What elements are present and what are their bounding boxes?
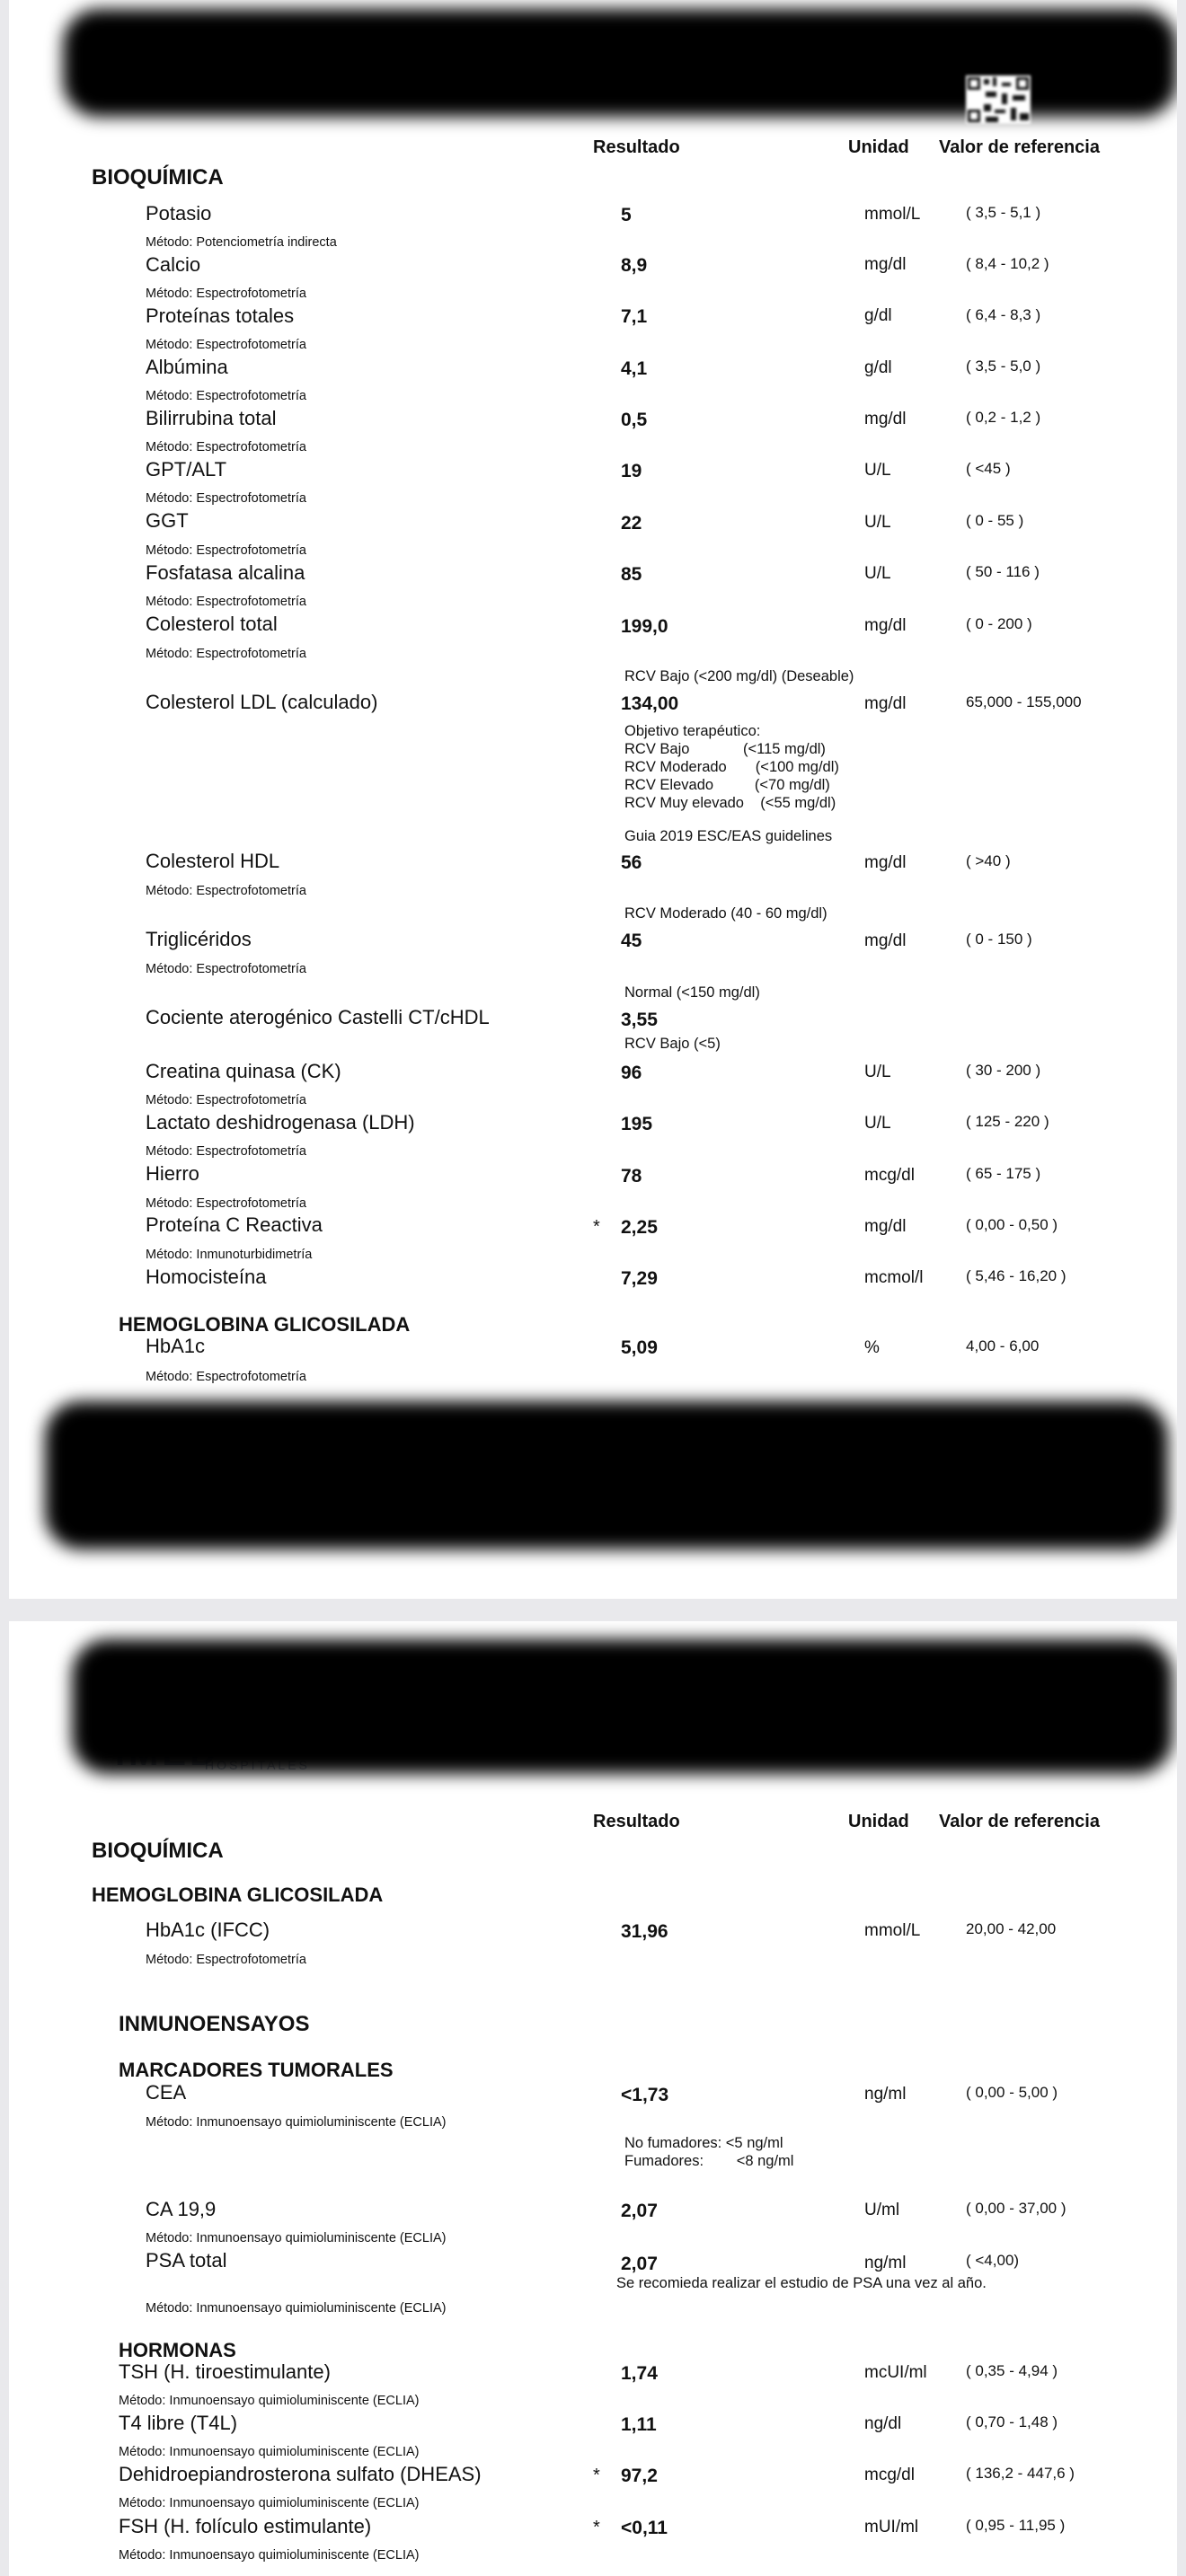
test-unit: U/L bbox=[864, 1063, 891, 1081]
test-method: Método: Inmunoensayo quimioluminiscente (ECLIA) bbox=[146, 2301, 447, 2316]
section-title-bioquimica: BIOQUÍMICA bbox=[92, 165, 224, 190]
section-title-hba1c: HEMOGLOBINA GLICOSILADA bbox=[119, 1313, 411, 1336]
test-reference: ( 136,2 - 447,6 ) bbox=[966, 2465, 1075, 2482]
test-reference: ( 3,5 - 5,0 ) bbox=[966, 357, 1041, 375]
test-result: 22 bbox=[621, 513, 642, 534]
test-name: TSH (H. tiroestimulante) bbox=[119, 2360, 331, 2383]
test-name: FSH (H. folículo estimulante) bbox=[119, 2515, 372, 2537]
test-unit: mmol/L bbox=[864, 205, 921, 224]
test-result: 134,00 bbox=[621, 693, 679, 714]
test-reference: ( 65 - 175 ) bbox=[966, 1165, 1041, 1182]
test-name: CEA bbox=[146, 2081, 187, 2104]
test-result: 31,96 bbox=[621, 1921, 668, 1942]
test-method: Método: Espectrofotometría bbox=[146, 595, 306, 609]
test-method: Método: Inmunoensayo quimioluminiscente (ECLIA) bbox=[146, 2115, 447, 2130]
test-method: Método: Espectrofotometría bbox=[146, 1144, 306, 1159]
test-result: 0,5 bbox=[621, 410, 648, 430]
col-header-unit: Unidad bbox=[848, 137, 909, 157]
test-result: 5 bbox=[621, 205, 632, 225]
test-reference: ( <45 ) bbox=[966, 460, 1011, 477]
test-unit: mUI/ml bbox=[864, 2518, 919, 2536]
report-page-1 bbox=[9, 0, 1177, 1599]
test-result: 8,9 bbox=[621, 255, 648, 276]
test-result: 3,55 bbox=[621, 1010, 658, 1030]
ldl-therapeutic-targets: Objetivo terapéutico: RCV Bajo (<115 mg/dl) RCV Moderado (<100 mg/dl) RCV Elevado (<70 mg/dl) RCV Muy elevado (<55 mg/dl) bbox=[624, 723, 839, 811]
test-reference: ( 0 - 150 ) bbox=[966, 931, 1032, 948]
test-name: Colesterol total bbox=[146, 613, 278, 635]
test-method: Método: Inmunoensayo quimioluminiscente (ECLIA) bbox=[119, 2496, 420, 2510]
test-result: 7,29 bbox=[621, 1268, 658, 1289]
test-unit: U/L bbox=[864, 564, 891, 583]
test-reference: ( 0,00 - 0,50 ) bbox=[966, 1216, 1058, 1233]
test-name: HbA1c (IFCC) bbox=[146, 1919, 270, 1941]
test-name: Triglicéridos bbox=[146, 928, 252, 950]
col-header-result: Resultado bbox=[593, 137, 680, 157]
test-result: 2,07 bbox=[621, 2254, 658, 2274]
test-unit: mg/dl bbox=[864, 931, 907, 950]
test-reference: ( 6,4 - 8,3 ) bbox=[966, 306, 1041, 323]
test-unit: mcmol/l bbox=[864, 1268, 924, 1287]
test-unit: ng/ml bbox=[864, 2085, 907, 2104]
test-result: 19 bbox=[621, 461, 642, 481]
test-result: <1,73 bbox=[621, 2085, 669, 2105]
test-name: Creatina quinasa (CK) bbox=[146, 1060, 341, 1082]
test-name: Calcio bbox=[146, 253, 201, 276]
test-method: Método: Espectrofotometría bbox=[146, 287, 306, 301]
test-method: Método: Espectrofotometría bbox=[146, 440, 306, 454]
test-method: Método: Espectrofotometría bbox=[146, 1093, 306, 1107]
col-header-unit: Unidad bbox=[848, 1812, 909, 1831]
report-page-2 bbox=[9, 1621, 1177, 2576]
test-reference: ( <4,00) bbox=[966, 2252, 1020, 2269]
test-method: Método: Espectrofotometría bbox=[146, 1196, 306, 1211]
test-result: 7,1 bbox=[621, 306, 648, 327]
test-unit: mmol/L bbox=[864, 1921, 921, 1940]
test-unit: U/L bbox=[864, 1114, 891, 1133]
psa-note: Se recomieda realizar el estudio de PSA una vez al año. bbox=[616, 2275, 987, 2291]
castelli-note: RCV Bajo (<5) bbox=[624, 1036, 721, 1052]
footer-redaction bbox=[45, 1401, 1168, 1549]
test-result: 45 bbox=[621, 931, 642, 951]
cea-note: No fumadores: <5 ng/ml Fumadores: <8 ng/ml bbox=[624, 2135, 794, 2169]
test-result: 78 bbox=[621, 1166, 642, 1187]
test-method: Método: Espectrofotometría bbox=[146, 647, 306, 661]
test-method: Método: Inmunoturbidimetría bbox=[146, 1248, 313, 1262]
test-unit: mcUI/ml bbox=[864, 2363, 927, 2382]
test-result: 4,1 bbox=[621, 358, 648, 379]
ldl-note-desirable: RCV Bajo (<200 mg/dl) (Deseable) bbox=[624, 668, 854, 684]
test-reference: ( 0,95 - 11,95 ) bbox=[966, 2517, 1066, 2534]
test-result: 1,74 bbox=[621, 2363, 658, 2384]
test-result: 56 bbox=[621, 852, 642, 873]
test-reference: ( 0,2 - 1,2 ) bbox=[966, 409, 1041, 426]
col-header-result: Resultado bbox=[593, 1812, 680, 1831]
test-unit: mcg/dl bbox=[864, 2466, 915, 2484]
test-method: Método: Espectrofotometría bbox=[146, 543, 306, 558]
test-result: <0,11 bbox=[621, 2518, 668, 2538]
test-reference: ( 125 - 220 ) bbox=[966, 1113, 1049, 1130]
test-reference: ( 5,46 - 16,20 ) bbox=[966, 1267, 1067, 1284]
col-header-reference: Valor de referencia bbox=[939, 1812, 1100, 1831]
test-unit: g/dl bbox=[864, 306, 892, 325]
test-name: PSA total bbox=[146, 2249, 227, 2272]
test-unit: mg/dl bbox=[864, 1217, 907, 1236]
test-unit: mg/dl bbox=[864, 616, 907, 635]
test-name: HbA1c bbox=[146, 1335, 206, 1357]
test-method: Método: Espectrofotometría bbox=[146, 338, 306, 352]
test-unit: mcg/dl bbox=[864, 1166, 915, 1185]
test-result: 195 bbox=[621, 1114, 653, 1134]
section-title-marcadores: MARCADORES TUMORALES bbox=[119, 2059, 394, 2081]
test-reference: 4,00 - 6,00 bbox=[966, 1337, 1040, 1354]
test-unit: ng/ml bbox=[864, 2254, 907, 2272]
test-reference: 20,00 - 42,00 bbox=[966, 1920, 1057, 1937]
test-method: Método: Espectrofotometría bbox=[146, 884, 306, 898]
abnormal-flag: * bbox=[593, 1217, 600, 1237]
test-reference: ( 50 - 116 ) bbox=[966, 563, 1040, 580]
header-redaction bbox=[72, 1639, 1173, 1774]
test-reference: ( >40 ) bbox=[966, 852, 1011, 869]
test-reference: ( 30 - 200 ) bbox=[966, 1062, 1041, 1079]
test-reference: ( 8,4 - 10,2 ) bbox=[966, 255, 1049, 272]
col-header-reference: Valor de referencia bbox=[939, 137, 1100, 157]
test-name: Colesterol LDL (calculado) bbox=[146, 691, 378, 713]
test-name: CA 19,9 bbox=[146, 2198, 217, 2220]
section-title-inmunoensayos: INMUNOENSAYOS bbox=[119, 2012, 310, 2036]
test-result: 2,25 bbox=[621, 1217, 658, 1238]
test-result: 85 bbox=[621, 564, 642, 585]
qr-code bbox=[966, 75, 1031, 128]
test-reference: 65,000 - 155,000 bbox=[966, 693, 1082, 710]
ldl-guideline: Guia 2019 ESC/EAS guidelines bbox=[624, 828, 833, 844]
test-unit: mg/dl bbox=[864, 853, 907, 872]
test-unit: U/L bbox=[864, 461, 891, 480]
test-name: Homocisteína bbox=[146, 1266, 267, 1288]
test-name: GPT/ALT bbox=[146, 458, 227, 481]
test-name: GGT bbox=[146, 509, 189, 532]
test-result: 2,07 bbox=[621, 2201, 658, 2221]
test-reference: ( 0 - 200 ) bbox=[966, 615, 1032, 632]
test-result: 199,0 bbox=[621, 616, 668, 637]
test-result: 5,09 bbox=[621, 1337, 658, 1358]
section-title-hba1c: HEMOGLOBINA GLICOSILADA bbox=[92, 1883, 384, 1906]
test-unit: U/L bbox=[864, 513, 891, 532]
test-result: 96 bbox=[621, 1063, 642, 1083]
test-unit: U/ml bbox=[864, 2201, 900, 2219]
section-title-bioquimica: BIOQUÍMICA bbox=[92, 1839, 224, 1863]
test-name: Hierro bbox=[146, 1162, 199, 1185]
test-reference: ( 3,5 - 5,1 ) bbox=[966, 204, 1041, 221]
test-name: Bilirrubina total bbox=[146, 407, 277, 429]
abnormal-flag: * bbox=[593, 2518, 600, 2537]
test-method: Método: Espectrofotometría bbox=[146, 962, 306, 976]
test-method: Método: Inmunoensayo quimioluminiscente (ECLIA) bbox=[119, 2394, 420, 2408]
test-reference: ( 0,35 - 4,94 ) bbox=[966, 2362, 1058, 2379]
test-name: Fosfatasa alcalina bbox=[146, 561, 305, 584]
test-unit: g/dl bbox=[864, 358, 892, 377]
test-method: Método: Inmunoensayo quimioluminiscente (ECLIA) bbox=[119, 2445, 420, 2459]
test-name: Proteína C Reactiva bbox=[146, 1213, 323, 1236]
test-name: Dehidroepiandrosterona sulfato (DHEAS) bbox=[119, 2463, 482, 2485]
test-unit: mg/dl bbox=[864, 255, 907, 274]
section-title-hormonas: HORMONAS bbox=[119, 2339, 236, 2361]
test-name: Proteínas totales bbox=[146, 304, 295, 327]
abnormal-flag: * bbox=[593, 2466, 600, 2485]
trig-note: Normal (<150 mg/dl) bbox=[624, 984, 760, 1001]
test-method: Método: Espectrofotometría bbox=[146, 389, 306, 403]
test-method: Método: Inmunoensayo quimioluminiscente (ECLIA) bbox=[146, 2231, 447, 2245]
test-name: Lactato deshidrogenasa (LDH) bbox=[146, 1111, 415, 1134]
test-name: Albúmina bbox=[146, 356, 228, 378]
test-name: Cociente aterogénico Castelli CT/cHDL bbox=[146, 1006, 490, 1028]
test-reference: ( 0,00 - 37,00 ) bbox=[966, 2200, 1067, 2217]
test-unit: % bbox=[864, 1338, 880, 1357]
test-reference: ( 0,00 - 5,00 ) bbox=[966, 2084, 1058, 2101]
test-unit: mg/dl bbox=[864, 410, 907, 428]
test-result: 1,11 bbox=[621, 2414, 657, 2435]
test-unit: ng/dl bbox=[864, 2414, 902, 2433]
test-method: Método: Potenciometría indirecta bbox=[146, 235, 337, 250]
test-name: Potasio bbox=[146, 202, 212, 225]
test-unit: mg/dl bbox=[864, 694, 907, 713]
hdl-note: RCV Moderado (40 - 60 mg/dl) bbox=[624, 905, 828, 922]
test-name: Colesterol HDL bbox=[146, 850, 280, 872]
test-reference: ( 0,70 - 1,48 ) bbox=[966, 2413, 1058, 2430]
test-method: Método: Espectrofotometría bbox=[146, 1953, 306, 1967]
test-reference: ( 0 - 55 ) bbox=[966, 512, 1024, 529]
test-name: T4 libre (T4L) bbox=[119, 2412, 238, 2434]
test-method: Método: Espectrofotometría bbox=[146, 491, 306, 506]
test-method: Método: Inmunoensayo quimioluminiscente (ECLIA) bbox=[119, 2548, 420, 2563]
test-result: 97,2 bbox=[621, 2466, 658, 2486]
test-method: Método: Espectrofotometría bbox=[146, 1370, 306, 1384]
